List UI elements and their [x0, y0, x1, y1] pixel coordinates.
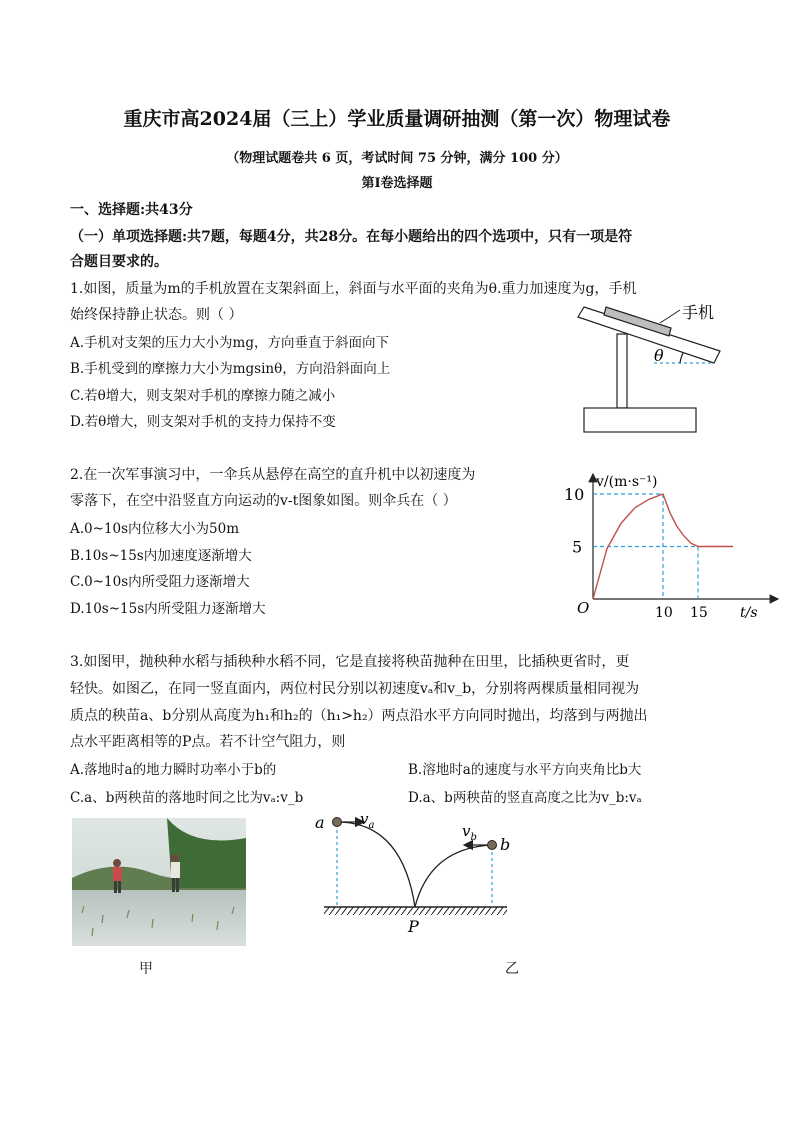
- x-axis-label: t/s: [740, 605, 758, 621]
- q2-stem-line1: 2.在一次军事演习中，一伞兵从悬停在高空的直升机中以初速度为: [70, 467, 476, 483]
- q1-option-b: B.手机受到的摩擦力大小为mgsinθ，方向沿斜面向上: [70, 361, 391, 377]
- q3-option-a: A.落地时a的地力瞬时功率小于b的: [70, 762, 277, 778]
- q3-option-b: B.溶地时a的速度与水平方向夹角比b大: [408, 762, 642, 778]
- x-tick-label-15: 15: [690, 605, 708, 621]
- q1-option-d: D.若θ增大，则支架对手机的支持力保持不变: [70, 414, 336, 430]
- trajectory-b: [415, 845, 492, 907]
- q1-phone-stand-figure: [570, 296, 730, 436]
- paddy-water: [72, 890, 246, 946]
- q2-option-d: D.10s~15s内所受阻力逐渐增大: [70, 601, 266, 617]
- page-subtitle: （物理试题卷共 6 页，考试时间 75 分钟，满分 100 分）: [226, 151, 568, 166]
- seedling-a-dot: [333, 818, 342, 827]
- q3-photo-figure-jia: [72, 818, 246, 946]
- phone-label-leader: [660, 310, 680, 323]
- q2-option-b: B.10s~15s内加速度逐渐增大: [70, 548, 252, 564]
- volume-heading: 第Ⅰ卷选择题: [361, 176, 433, 191]
- page-title: 重庆市高2024届（三上）学业质量调研抽测（第一次）物理试卷: [123, 108, 671, 130]
- q2-vt-chart: [560, 464, 790, 624]
- stand-pole: [617, 334, 627, 408]
- label-b: b: [500, 835, 511, 854]
- label-a: a: [315, 813, 325, 832]
- label-vb: $v_b$: [462, 822, 477, 843]
- q3-option-d: D.a、b两秧苗的竖直高度之比为v_b:vₐ: [408, 790, 642, 806]
- q3-stem-line2: 轻快。如图乙，在同一竖直面内，两位村民分别以初速度vₐ和v_b，分别将两棵质量相同视为: [70, 681, 640, 697]
- section-instructions-line2: 合题目要求的。: [70, 254, 168, 270]
- label-p: P: [408, 917, 419, 936]
- section-instructions-line1: （一）单项选择题:共7题，每题4分，共28分。在每小题给出的四个选项中，只有一项是符: [70, 229, 633, 245]
- y-tick-label-10: 10: [564, 485, 585, 504]
- y-tick-label-5: 5: [572, 537, 583, 557]
- q3-stem-line4: 点水平距离相等的P点。若不计空气阻力，则: [70, 734, 346, 750]
- origin-label: O: [577, 599, 590, 617]
- q3-projectile-figure-yi: [312, 810, 522, 940]
- fig-jia-caption: 甲: [139, 961, 153, 977]
- q2-option-a: A.0~10s内位移大小为50m: [70, 521, 240, 537]
- ground-hatch: [324, 907, 507, 915]
- q1-stem-line1: 1.如图，质量为m的手机放置在支架斜面上，斜面与水平面的夹角为θ.重力加速度为g，手机: [70, 281, 637, 297]
- section-heading: 一、选择题:共43分: [70, 202, 193, 218]
- q3-stem-line1: 3.如图甲，抛秧种水稻与插秧种水稻不同，它是直接将秧苗抛种在田里，比插秧更省时，更: [70, 654, 630, 670]
- q2-option-c: C.0~10s内所受阻力逐渐增大: [70, 574, 250, 590]
- q1-stem-line2: 始终保持静止状态。则（ ）: [70, 307, 243, 323]
- y-axis-label: v/(m·s⁻¹): [596, 474, 658, 490]
- label-va: $v_a$: [360, 810, 375, 831]
- angle-arc: [680, 353, 683, 363]
- q3-option-c: C.a、b两秧苗的落地时间之比为vₐ:v_b: [70, 790, 304, 806]
- angle-theta-label: θ: [654, 346, 664, 365]
- phone-label: 手机: [682, 303, 715, 322]
- seedling-b-dot: [488, 841, 497, 850]
- q2-stem-line2: 零落下，在空中沿竖直方向运动的v-t图象如图。则伞兵在（ ）: [70, 493, 457, 509]
- trajectory-a: [337, 822, 415, 907]
- q3-stem-line3: 质点的秧苗a、b分别从高度为h₁和h₂的（h₁>h₂）两点沿水平方向同时抛出，均落到与两抛出: [70, 708, 648, 724]
- x-tick-label-10: 10: [655, 605, 673, 621]
- q1-option-a: A.手机对支架的压力大小为mg，方向垂直于斜面向下: [70, 335, 389, 351]
- stand-base: [584, 408, 696, 432]
- fig-yi-caption: 乙: [505, 961, 519, 977]
- q1-option-c: C.若θ增大，则支架对手机的摩擦力随之减小: [70, 388, 336, 404]
